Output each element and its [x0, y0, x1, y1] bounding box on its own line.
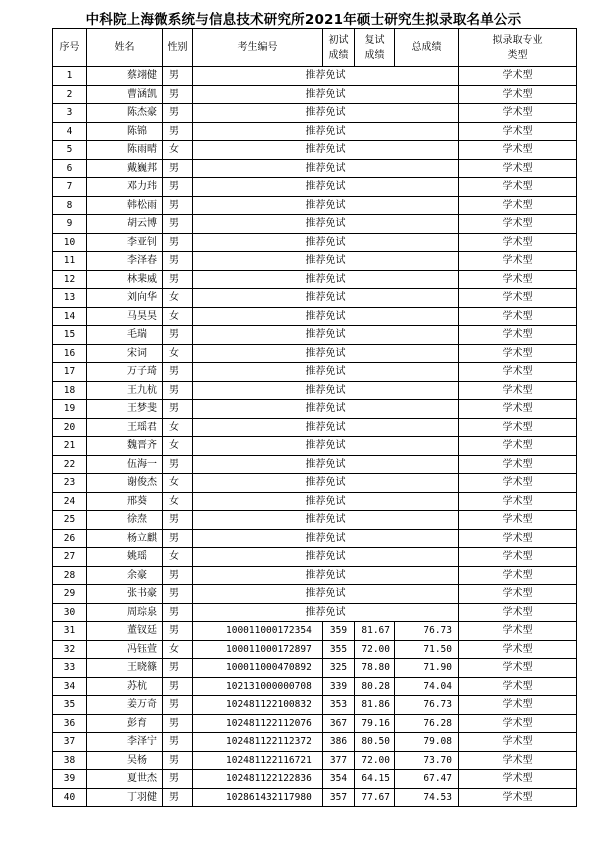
- row-exam-id: 102861432117980: [193, 788, 323, 807]
- row-seq: 20: [53, 418, 87, 437]
- row-gender: 女: [163, 289, 193, 308]
- table-row: [53, 696, 577, 715]
- row-name: 夏世杰: [87, 770, 163, 789]
- row-seq: 23: [53, 474, 87, 493]
- row-name: 宋词: [87, 344, 163, 363]
- row-initial-score: 367: [323, 714, 355, 733]
- row-major-type: 学术型: [459, 270, 577, 289]
- row-total-score: 76.28: [395, 714, 459, 733]
- table-row: [53, 585, 577, 604]
- row-name: 韩松雨: [87, 196, 163, 215]
- table-body: [53, 67, 577, 807]
- table-row: [53, 344, 577, 363]
- row-initial-score: 386: [323, 733, 355, 752]
- row-retest-score: 81.86: [355, 696, 395, 715]
- row-major-type: 学术型: [459, 714, 577, 733]
- row-name: 王九杭: [87, 381, 163, 400]
- row-exam-id: 100011000172897: [193, 640, 323, 659]
- row-seq: 31: [53, 622, 87, 641]
- table-row: [53, 622, 577, 641]
- row-initial-score: 353: [323, 696, 355, 715]
- row-seq: 38: [53, 751, 87, 770]
- row-name: 余豪: [87, 566, 163, 585]
- row-gender: 男: [163, 714, 193, 733]
- table-row: [53, 492, 577, 511]
- row-name: 冯钰萱: [87, 640, 163, 659]
- row-name: 马昊昊: [87, 307, 163, 326]
- row-name: 李泽春: [87, 252, 163, 271]
- row-major-type: 学术型: [459, 85, 577, 104]
- row-name: 姜万奇: [87, 696, 163, 715]
- row-exam-id: 推荐免试: [193, 307, 459, 326]
- header-exam-id: 考生编号: [193, 29, 323, 67]
- row-major-type: 学术型: [459, 196, 577, 215]
- row-retest-score: 81.67: [355, 622, 395, 641]
- table-row: [53, 714, 577, 733]
- table-row: [53, 511, 577, 530]
- row-name: 谢俊杰: [87, 474, 163, 493]
- row-seq: 7: [53, 178, 87, 197]
- row-major-type: 学术型: [459, 159, 577, 178]
- header-seq: 序号: [53, 29, 87, 67]
- table-row: [53, 733, 577, 752]
- table-row: [53, 474, 577, 493]
- row-major-type: 学术型: [459, 122, 577, 141]
- table-row: [53, 455, 577, 474]
- header-initial-line1: 初试: [328, 34, 349, 46]
- table-row: [53, 215, 577, 234]
- row-gender: 男: [163, 326, 193, 345]
- row-seq: 35: [53, 696, 87, 715]
- row-major-type: 学术型: [459, 400, 577, 419]
- row-major-type: 学术型: [459, 437, 577, 456]
- row-exam-id: 100011000470892: [193, 659, 323, 678]
- row-major-type: 学术型: [459, 104, 577, 123]
- row-name: 吴杨: [87, 751, 163, 770]
- row-initial-score: 377: [323, 751, 355, 770]
- table-header-row: [53, 29, 577, 67]
- header-initial-line2: 成绩: [328, 49, 349, 61]
- row-seq: 9: [53, 215, 87, 234]
- row-gender: 男: [163, 529, 193, 548]
- row-initial-score: 325: [323, 659, 355, 678]
- row-exam-id: 推荐免试: [193, 566, 459, 585]
- row-seq: 30: [53, 603, 87, 622]
- row-seq: 2: [53, 85, 87, 104]
- row-gender: 男: [163, 252, 193, 271]
- row-exam-id: 推荐免试: [193, 511, 459, 530]
- row-seq: 40: [53, 788, 87, 807]
- page-title: 中科院上海微系统与信息技术研究所2021年硕士研究生拟录取名单公示: [85, 12, 522, 28]
- row-major-type: 学术型: [459, 566, 577, 585]
- row-major-type: 学术型: [459, 751, 577, 770]
- row-total-score: 79.08: [395, 733, 459, 752]
- admission-table: [52, 28, 577, 807]
- row-major-type: 学术型: [459, 548, 577, 567]
- row-retest-score: 80.50: [355, 733, 395, 752]
- row-name: 王瑶君: [87, 418, 163, 437]
- row-exam-id: 102481122112372: [193, 733, 323, 752]
- table-row: [53, 141, 577, 160]
- table-row: [53, 659, 577, 678]
- table-row: [53, 159, 577, 178]
- row-gender: 男: [163, 696, 193, 715]
- row-major-type: 学术型: [459, 788, 577, 807]
- row-retest-score: 79.16: [355, 714, 395, 733]
- row-gender: 男: [163, 270, 193, 289]
- row-gender: 女: [163, 141, 193, 160]
- row-initial-score: 354: [323, 770, 355, 789]
- row-major-type: 学术型: [459, 733, 577, 752]
- row-name: 陈雨晴: [87, 141, 163, 160]
- table-row: [53, 437, 577, 456]
- table-row: [53, 122, 577, 141]
- row-major-type: 学术型: [459, 141, 577, 160]
- row-gender: 男: [163, 751, 193, 770]
- row-total-score: 76.73: [395, 696, 459, 715]
- row-seq: 25: [53, 511, 87, 530]
- row-seq: 19: [53, 400, 87, 419]
- row-name: 刘向华: [87, 289, 163, 308]
- row-name: 周琮泉: [87, 603, 163, 622]
- header-retest-line1: 复试: [364, 34, 385, 46]
- row-seq: 15: [53, 326, 87, 345]
- table-row: [53, 548, 577, 567]
- row-seq: 12: [53, 270, 87, 289]
- row-gender: 男: [163, 788, 193, 807]
- row-exam-id: 推荐免试: [193, 196, 459, 215]
- row-major-type: 学术型: [459, 178, 577, 197]
- table-row: [53, 770, 577, 789]
- table-row: [53, 289, 577, 308]
- row-seq: 36: [53, 714, 87, 733]
- row-major-type: 学术型: [459, 307, 577, 326]
- row-name: 伍海一: [87, 455, 163, 474]
- row-seq: 27: [53, 548, 87, 567]
- row-total-score: 71.50: [395, 640, 459, 659]
- row-gender: 男: [163, 178, 193, 197]
- header-total-score: 总成绩: [395, 29, 459, 67]
- table-row: [53, 196, 577, 215]
- row-major-type: 学术型: [459, 474, 577, 493]
- row-gender: 男: [163, 122, 193, 141]
- row-exam-id: 推荐免试: [193, 400, 459, 419]
- row-name: 邓力玮: [87, 178, 163, 197]
- row-name: 毛瑞: [87, 326, 163, 345]
- row-major-type: 学术型: [459, 659, 577, 678]
- row-exam-id: 推荐免试: [193, 141, 459, 160]
- row-name: 苏杭: [87, 677, 163, 696]
- row-major-type: 学术型: [459, 67, 577, 86]
- row-initial-score: 339: [323, 677, 355, 696]
- row-major-type: 学术型: [459, 344, 577, 363]
- row-exam-id: 102481122116721: [193, 751, 323, 770]
- row-exam-id: 推荐免试: [193, 270, 459, 289]
- table-row: [53, 178, 577, 197]
- row-seq: 33: [53, 659, 87, 678]
- row-major-type: 学术型: [459, 603, 577, 622]
- row-major-type: 学术型: [459, 511, 577, 530]
- row-seq: 4: [53, 122, 87, 141]
- row-name: 徐焘: [87, 511, 163, 530]
- table-row: [53, 233, 577, 252]
- row-exam-id: 推荐免试: [193, 326, 459, 345]
- row-exam-id: 推荐免试: [193, 529, 459, 548]
- row-exam-id: 推荐免试: [193, 437, 459, 456]
- table-row: [53, 603, 577, 622]
- row-name: 林棐威: [87, 270, 163, 289]
- row-name: 胡云博: [87, 215, 163, 234]
- row-seq: 3: [53, 104, 87, 123]
- row-major-type: 学术型: [459, 363, 577, 382]
- row-gender: 男: [163, 67, 193, 86]
- table-row: [53, 381, 577, 400]
- row-gender: 男: [163, 603, 193, 622]
- row-exam-id: 推荐免试: [193, 603, 459, 622]
- row-name: 蔡翊健: [87, 67, 163, 86]
- row-major-type: 学术型: [459, 529, 577, 548]
- row-major-type: 学术型: [459, 585, 577, 604]
- row-seq: 24: [53, 492, 87, 511]
- row-seq: 21: [53, 437, 87, 456]
- row-name: 陈杰豪: [87, 104, 163, 123]
- row-gender: 男: [163, 233, 193, 252]
- row-name: 董钗廷: [87, 622, 163, 641]
- row-gender: 男: [163, 381, 193, 400]
- row-retest-score: 72.00: [355, 640, 395, 659]
- row-major-type: 学术型: [459, 252, 577, 271]
- row-exam-id: 推荐免试: [193, 418, 459, 437]
- row-name: 李泽宁: [87, 733, 163, 752]
- row-gender: 男: [163, 659, 193, 678]
- row-seq: 26: [53, 529, 87, 548]
- row-exam-id: 推荐免试: [193, 178, 459, 197]
- row-exam-id: 推荐免试: [193, 492, 459, 511]
- row-seq: 22: [53, 455, 87, 474]
- row-seq: 10: [53, 233, 87, 252]
- table-row: [53, 788, 577, 807]
- row-major-type: 学术型: [459, 677, 577, 696]
- table-row: [53, 400, 577, 419]
- table-row: [53, 529, 577, 548]
- row-name: 戴巍邦: [87, 159, 163, 178]
- row-retest-score: 72.00: [355, 751, 395, 770]
- row-gender: 男: [163, 196, 193, 215]
- row-seq: 5: [53, 141, 87, 160]
- row-major-type: 学术型: [459, 770, 577, 789]
- row-name: 万子琦: [87, 363, 163, 382]
- row-major-type: 学术型: [459, 326, 577, 345]
- row-exam-id: 100011000172354: [193, 622, 323, 641]
- row-seq: 18: [53, 381, 87, 400]
- row-gender: 男: [163, 733, 193, 752]
- row-exam-id: 推荐免试: [193, 252, 459, 271]
- row-exam-id: 102481122122836: [193, 770, 323, 789]
- row-name: 邢葵: [87, 492, 163, 511]
- row-seq: 8: [53, 196, 87, 215]
- row-total-score: 67.47: [395, 770, 459, 789]
- row-gender: 女: [163, 640, 193, 659]
- row-seq: 13: [53, 289, 87, 308]
- row-total-score: 74.53: [395, 788, 459, 807]
- table-row: [53, 751, 577, 770]
- row-major-type: 学术型: [459, 640, 577, 659]
- row-exam-id: 推荐免试: [193, 67, 459, 86]
- row-exam-id: 102131000000708: [193, 677, 323, 696]
- row-initial-score: 357: [323, 788, 355, 807]
- row-name: 姚瑶: [87, 548, 163, 567]
- table-row: [53, 307, 577, 326]
- table-row: [53, 363, 577, 382]
- row-major-type: 学术型: [459, 492, 577, 511]
- table-row: [53, 640, 577, 659]
- row-gender: 女: [163, 344, 193, 363]
- row-seq: 1: [53, 67, 87, 86]
- row-exam-id: 102481122100832: [193, 696, 323, 715]
- row-major-type: 学术型: [459, 289, 577, 308]
- row-major-type: 学术型: [459, 455, 577, 474]
- row-seq: 28: [53, 566, 87, 585]
- row-seq: 34: [53, 677, 87, 696]
- row-total-score: 76.73: [395, 622, 459, 641]
- table-row: [53, 270, 577, 289]
- table-row: [53, 326, 577, 345]
- row-gender: 女: [163, 548, 193, 567]
- row-name: 李亚钊: [87, 233, 163, 252]
- row-seq: 29: [53, 585, 87, 604]
- row-name: 丁羽健: [87, 788, 163, 807]
- row-major-type: 学术型: [459, 215, 577, 234]
- row-major-type: 学术型: [459, 233, 577, 252]
- row-total-score: 74.04: [395, 677, 459, 696]
- row-exam-id: 推荐免试: [193, 85, 459, 104]
- row-gender: 男: [163, 770, 193, 789]
- row-major-type: 学术型: [459, 696, 577, 715]
- row-retest-score: 64.15: [355, 770, 395, 789]
- table-row: [53, 677, 577, 696]
- row-name: 魏晋齐: [87, 437, 163, 456]
- row-gender: 女: [163, 418, 193, 437]
- row-exam-id: 推荐免试: [193, 215, 459, 234]
- table-row: [53, 566, 577, 585]
- table-row: [53, 104, 577, 123]
- row-name: 彭育: [87, 714, 163, 733]
- row-gender: 男: [163, 455, 193, 474]
- row-gender: 女: [163, 437, 193, 456]
- row-gender: 男: [163, 400, 193, 419]
- row-exam-id: 推荐免试: [193, 344, 459, 363]
- row-exam-id: 推荐免试: [193, 381, 459, 400]
- row-gender: 男: [163, 159, 193, 178]
- row-gender: 男: [163, 622, 193, 641]
- row-exam-id: 推荐免试: [193, 104, 459, 123]
- header-major-line1: 拟录取专业: [492, 34, 543, 46]
- header-retest-score: [355, 29, 395, 67]
- header-name: 姓名: [87, 29, 163, 67]
- row-major-type: 学术型: [459, 381, 577, 400]
- table-row: [53, 252, 577, 271]
- row-retest-score: 78.80: [355, 659, 395, 678]
- row-name: 杨立麒: [87, 529, 163, 548]
- row-name: 王晓篠: [87, 659, 163, 678]
- header-major-type: [459, 29, 577, 67]
- row-seq: 6: [53, 159, 87, 178]
- row-name: 王梦斐: [87, 400, 163, 419]
- row-gender: 男: [163, 511, 193, 530]
- row-seq: 37: [53, 733, 87, 752]
- row-name: 陈锦: [87, 122, 163, 141]
- row-major-type: 学术型: [459, 622, 577, 641]
- row-gender: 男: [163, 85, 193, 104]
- row-gender: 男: [163, 104, 193, 123]
- row-seq: 39: [53, 770, 87, 789]
- row-major-type: 学术型: [459, 418, 577, 437]
- header-initial-score: [323, 29, 355, 67]
- header-gender: 性别: [163, 29, 193, 67]
- row-exam-id: 推荐免试: [193, 363, 459, 382]
- row-gender: 男: [163, 215, 193, 234]
- row-gender: 女: [163, 474, 193, 493]
- row-exam-id: 推荐免试: [193, 159, 459, 178]
- row-name: 曹涵凯: [87, 85, 163, 104]
- row-seq: 11: [53, 252, 87, 271]
- row-exam-id: 推荐免试: [193, 474, 459, 493]
- row-name: 张书豪: [87, 585, 163, 604]
- row-total-score: 73.70: [395, 751, 459, 770]
- row-seq: 14: [53, 307, 87, 326]
- row-gender: 男: [163, 585, 193, 604]
- row-exam-id: 推荐免试: [193, 585, 459, 604]
- row-total-score: 71.90: [395, 659, 459, 678]
- row-exam-id: 推荐免试: [193, 548, 459, 567]
- row-initial-score: 355: [323, 640, 355, 659]
- row-retest-score: 77.67: [355, 788, 395, 807]
- table-row: [53, 67, 577, 86]
- row-exam-id: 推荐免试: [193, 289, 459, 308]
- row-gender: 男: [163, 677, 193, 696]
- header-retest-line2: 成绩: [364, 49, 385, 61]
- row-gender: 女: [163, 492, 193, 511]
- row-exam-id: 推荐免试: [193, 122, 459, 141]
- row-gender: 男: [163, 566, 193, 585]
- row-exam-id: 102481122112076: [193, 714, 323, 733]
- row-gender: 男: [163, 363, 193, 382]
- row-seq: 17: [53, 363, 87, 382]
- row-exam-id: 推荐免试: [193, 233, 459, 252]
- row-seq: 16: [53, 344, 87, 363]
- table-row: [53, 85, 577, 104]
- row-gender: 女: [163, 307, 193, 326]
- row-exam-id: 推荐免试: [193, 455, 459, 474]
- header-major-line2: 类型: [507, 49, 528, 61]
- table-row: [53, 418, 577, 437]
- row-retest-score: 80.28: [355, 677, 395, 696]
- row-seq: 32: [53, 640, 87, 659]
- row-initial-score: 359: [323, 622, 355, 641]
